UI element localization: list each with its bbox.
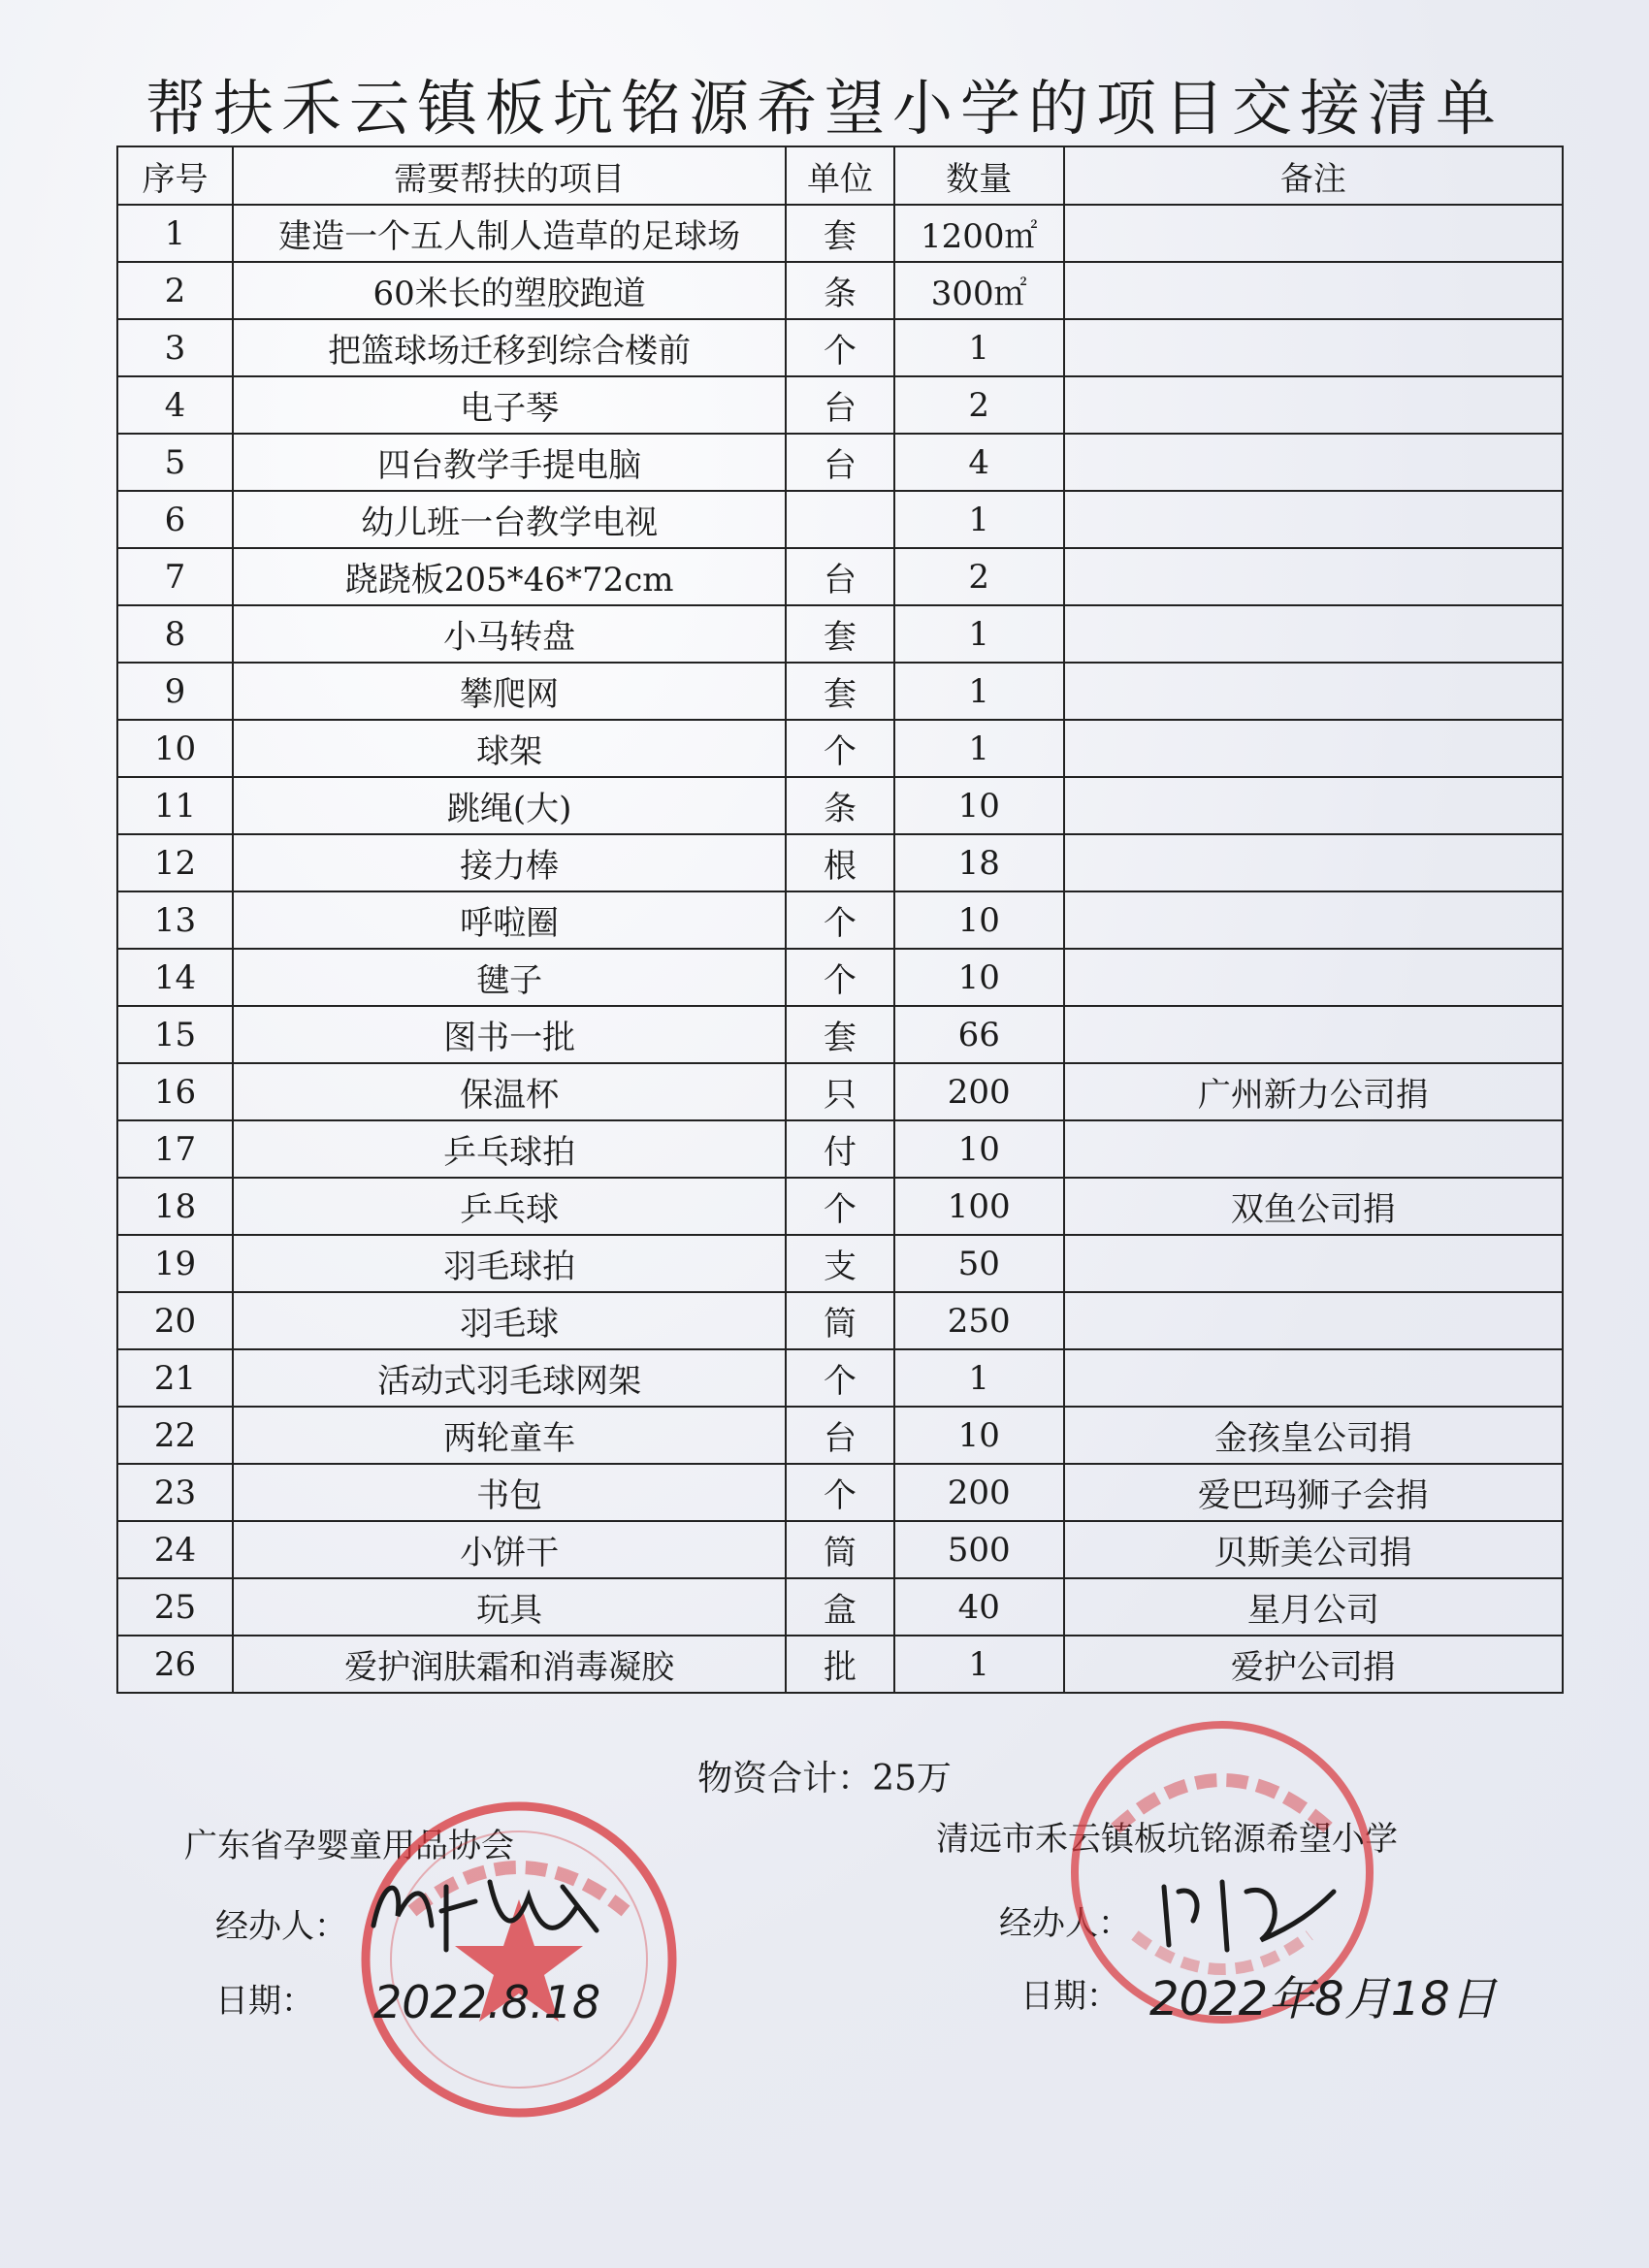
cell-item: 接力棒 bbox=[233, 834, 786, 891]
header-quantity: 数量 bbox=[894, 146, 1064, 205]
cell-remark: 爱巴玛狮子会捐 bbox=[1064, 1464, 1563, 1521]
table-row bbox=[117, 1636, 1563, 1693]
cell-remark bbox=[1064, 1292, 1563, 1349]
cell-unit: 套 bbox=[786, 1006, 893, 1063]
cell-unit: 筒 bbox=[786, 1521, 893, 1578]
cell-remark bbox=[1064, 205, 1563, 262]
cell-remark bbox=[1064, 548, 1563, 605]
cell-unit: 个 bbox=[786, 720, 893, 777]
cell-index: 20 bbox=[117, 1292, 233, 1349]
cell-item: 攀爬网 bbox=[233, 663, 786, 720]
right-date-label: 日期： bbox=[1020, 1977, 1119, 2016]
table-row bbox=[117, 548, 1563, 605]
cell-item: 乒乓球 bbox=[233, 1178, 786, 1235]
cell-unit: 筒 bbox=[786, 1292, 893, 1349]
cell-quantity: 1 bbox=[894, 605, 1064, 663]
table-row bbox=[117, 720, 1563, 777]
cell-index: 17 bbox=[117, 1120, 233, 1178]
cell-index: 21 bbox=[117, 1349, 233, 1407]
table-row bbox=[117, 1063, 1563, 1120]
cell-remark bbox=[1064, 262, 1563, 319]
cell-item: 活动式羽毛球网架 bbox=[233, 1349, 786, 1407]
cell-item: 两轮童车 bbox=[233, 1407, 786, 1464]
cell-index: 19 bbox=[117, 1235, 233, 1292]
cell-remark bbox=[1064, 891, 1563, 949]
cell-item: 书包 bbox=[233, 1464, 786, 1521]
cell-remark bbox=[1064, 1006, 1563, 1063]
cell-item: 建造一个五人制人造草的足球场 bbox=[233, 205, 786, 262]
cell-remark bbox=[1064, 834, 1563, 891]
cell-remark: 双鱼公司捐 bbox=[1064, 1178, 1563, 1235]
document-title: 帮扶禾云镇板坑铭源希望小学的项目交接清单 bbox=[145, 73, 1504, 144]
cell-index: 3 bbox=[117, 319, 233, 376]
table-row bbox=[117, 1235, 1563, 1292]
cell-quantity: 10 bbox=[894, 1407, 1064, 1464]
cell-quantity: 2 bbox=[894, 548, 1064, 605]
cell-unit: 批 bbox=[786, 1636, 893, 1693]
cell-unit bbox=[786, 491, 893, 548]
cell-quantity: 40 bbox=[894, 1578, 1064, 1636]
cell-remark bbox=[1064, 949, 1563, 1006]
cell-unit: 条 bbox=[786, 777, 893, 834]
cell-unit: 根 bbox=[786, 834, 893, 891]
cell-quantity: 1 bbox=[894, 491, 1064, 548]
cell-unit: 台 bbox=[786, 1407, 893, 1464]
cell-remark: 贝斯美公司捐 bbox=[1064, 1521, 1563, 1578]
cell-unit: 台 bbox=[786, 434, 893, 491]
cell-quantity: 1 bbox=[894, 1349, 1064, 1407]
cell-quantity: 4 bbox=[894, 434, 1064, 491]
cell-index: 1 bbox=[117, 205, 233, 262]
cell-index: 10 bbox=[117, 720, 233, 777]
table-row bbox=[117, 1120, 1563, 1178]
cell-quantity: 1 bbox=[894, 720, 1064, 777]
table-row bbox=[117, 1006, 1563, 1063]
cell-remark bbox=[1064, 1235, 1563, 1292]
cell-index: 5 bbox=[117, 434, 233, 491]
right-handwritten-date bbox=[1145, 1945, 1504, 2037]
cell-index: 11 bbox=[117, 777, 233, 834]
cell-remark bbox=[1064, 319, 1563, 376]
cell-remark: 金孩皇公司捐 bbox=[1064, 1407, 1563, 1464]
cell-item: 乒乓球拍 bbox=[233, 1120, 786, 1178]
cell-unit: 套 bbox=[786, 605, 893, 663]
cell-quantity: 10 bbox=[894, 891, 1064, 949]
cell-item: 球架 bbox=[233, 720, 786, 777]
cell-unit: 只 bbox=[786, 1063, 893, 1120]
table-header-row bbox=[117, 146, 1563, 205]
cell-quantity: 1 bbox=[894, 1636, 1064, 1693]
left-handwritten-signature bbox=[354, 1858, 606, 1964]
cell-quantity: 10 bbox=[894, 777, 1064, 834]
cell-index: 9 bbox=[117, 663, 233, 720]
table-row bbox=[117, 319, 1563, 376]
table-row bbox=[117, 434, 1563, 491]
cell-quantity: 10 bbox=[894, 1120, 1064, 1178]
cell-item: 60米长的塑胶跑道 bbox=[233, 262, 786, 319]
cell-item: 羽毛球拍 bbox=[233, 1235, 786, 1292]
cell-quantity: 1 bbox=[894, 319, 1064, 376]
cell-remark bbox=[1064, 1120, 1563, 1178]
cell-item: 小饼干 bbox=[233, 1521, 786, 1578]
cell-remark bbox=[1064, 376, 1563, 434]
cell-unit: 个 bbox=[786, 1349, 893, 1407]
cell-item: 爱护润肤霜和消毒凝胶 bbox=[233, 1636, 786, 1693]
cell-unit: 个 bbox=[786, 891, 893, 949]
cell-quantity: 200 bbox=[894, 1063, 1064, 1120]
table-row bbox=[117, 491, 1563, 548]
cell-index: 2 bbox=[117, 262, 233, 319]
cell-unit: 个 bbox=[786, 319, 893, 376]
header-remark: 备注 bbox=[1064, 146, 1563, 205]
table-row bbox=[117, 1349, 1563, 1407]
cell-remark bbox=[1064, 434, 1563, 491]
cell-item: 跳绳(大) bbox=[233, 777, 786, 834]
cell-item: 呼啦圈 bbox=[233, 891, 786, 949]
cell-unit: 盒 bbox=[786, 1578, 893, 1636]
cell-unit: 支 bbox=[786, 1235, 893, 1292]
table-row bbox=[117, 834, 1563, 891]
cell-unit: 套 bbox=[786, 663, 893, 720]
cell-item: 四台教学手提电脑 bbox=[233, 434, 786, 491]
cell-remark: 星月公司 bbox=[1064, 1578, 1563, 1636]
cell-index: 24 bbox=[117, 1521, 233, 1578]
cell-quantity: 50 bbox=[894, 1235, 1064, 1292]
right-date-text: 2022年8月18日 bbox=[1149, 1972, 1497, 2026]
cell-item: 毽子 bbox=[233, 949, 786, 1006]
cell-unit: 套 bbox=[786, 205, 893, 262]
cell-unit: 条 bbox=[786, 262, 893, 319]
table-row bbox=[117, 891, 1563, 949]
cell-index: 18 bbox=[117, 1178, 233, 1235]
table-row bbox=[117, 949, 1563, 1006]
cell-quantity: 66 bbox=[894, 1006, 1064, 1063]
cell-quantity: 100 bbox=[894, 1178, 1064, 1235]
cell-index: 16 bbox=[117, 1063, 233, 1120]
cell-unit: 个 bbox=[786, 1178, 893, 1235]
cell-index: 8 bbox=[117, 605, 233, 663]
cell-item: 幼儿班一台教学电视 bbox=[233, 491, 786, 548]
cell-remark bbox=[1064, 1349, 1563, 1407]
cell-remark bbox=[1064, 720, 1563, 777]
cell-index: 12 bbox=[117, 834, 233, 891]
cell-item: 图书一批 bbox=[233, 1006, 786, 1063]
left-agent-label: 经办人： bbox=[215, 1907, 347, 1946]
cell-index: 14 bbox=[117, 949, 233, 1006]
cell-remark bbox=[1064, 605, 1563, 663]
cell-remark: 广州新力公司捐 bbox=[1064, 1063, 1563, 1120]
total-summary: 物资合计：25万 bbox=[697, 1759, 952, 1798]
cell-quantity: 200 bbox=[894, 1464, 1064, 1521]
right-org-name: 清远市禾云镇板坑铭源希望小学 bbox=[936, 1820, 1398, 1859]
cell-unit: 个 bbox=[786, 949, 893, 1006]
left-date-text: 2022.8.18 bbox=[373, 1976, 601, 2028]
cell-unit: 付 bbox=[786, 1120, 893, 1178]
left-date-label: 日期： bbox=[215, 1982, 314, 2021]
cell-item: 跷跷板205*46*72cm bbox=[233, 548, 786, 605]
cell-remark: 爱护公司捐 bbox=[1064, 1636, 1563, 1693]
cell-item: 电子琴 bbox=[233, 376, 786, 434]
right-agent-label: 经办人： bbox=[999, 1904, 1131, 1943]
handover-table bbox=[116, 146, 1564, 1694]
cell-quantity: 500 bbox=[894, 1521, 1064, 1578]
table-row bbox=[117, 1521, 1563, 1578]
cell-index: 23 bbox=[117, 1464, 233, 1521]
table-row bbox=[117, 1292, 1563, 1349]
table-row bbox=[117, 205, 1563, 262]
cell-quantity: 250 bbox=[894, 1292, 1064, 1349]
cell-index: 4 bbox=[117, 376, 233, 434]
cell-index: 7 bbox=[117, 548, 233, 605]
table-row bbox=[117, 663, 1563, 720]
cell-item: 保温杯 bbox=[233, 1063, 786, 1120]
table-row bbox=[117, 1578, 1563, 1636]
cell-item: 把篮球场迁移到综合楼前 bbox=[233, 319, 786, 376]
cell-unit: 个 bbox=[786, 1464, 893, 1521]
cell-remark bbox=[1064, 663, 1563, 720]
header-unit: 单位 bbox=[786, 146, 893, 205]
cell-quantity: 18 bbox=[894, 834, 1064, 891]
table-row bbox=[117, 1178, 1563, 1235]
cell-quantity: 1200㎡ bbox=[894, 205, 1064, 262]
left-handwritten-date bbox=[369, 1960, 621, 2037]
cell-quantity: 300㎡ bbox=[894, 262, 1064, 319]
table-row bbox=[117, 777, 1563, 834]
table-row bbox=[117, 1407, 1563, 1464]
cell-quantity: 2 bbox=[894, 376, 1064, 434]
left-org-name: 广东省孕婴童用品协会 bbox=[184, 1827, 514, 1865]
cell-quantity: 1 bbox=[894, 663, 1064, 720]
cell-unit: 台 bbox=[786, 376, 893, 434]
cell-index: 25 bbox=[117, 1578, 233, 1636]
cell-item: 玩具 bbox=[233, 1578, 786, 1636]
cell-index: 13 bbox=[117, 891, 233, 949]
cell-remark bbox=[1064, 491, 1563, 548]
table-row bbox=[117, 376, 1563, 434]
table-row bbox=[117, 605, 1563, 663]
cell-remark bbox=[1064, 777, 1563, 834]
cell-index: 26 bbox=[117, 1636, 233, 1693]
table-row bbox=[117, 1464, 1563, 1521]
cell-index: 6 bbox=[117, 491, 233, 548]
cell-item: 小马转盘 bbox=[233, 605, 786, 663]
cell-unit: 台 bbox=[786, 548, 893, 605]
header-item: 需要帮扶的项目 bbox=[233, 146, 786, 205]
cell-index: 15 bbox=[117, 1006, 233, 1063]
cell-item: 羽毛球 bbox=[233, 1292, 786, 1349]
header-index: 序号 bbox=[117, 146, 233, 205]
cell-quantity: 10 bbox=[894, 949, 1064, 1006]
cell-index: 22 bbox=[117, 1407, 233, 1464]
table-row bbox=[117, 262, 1563, 319]
